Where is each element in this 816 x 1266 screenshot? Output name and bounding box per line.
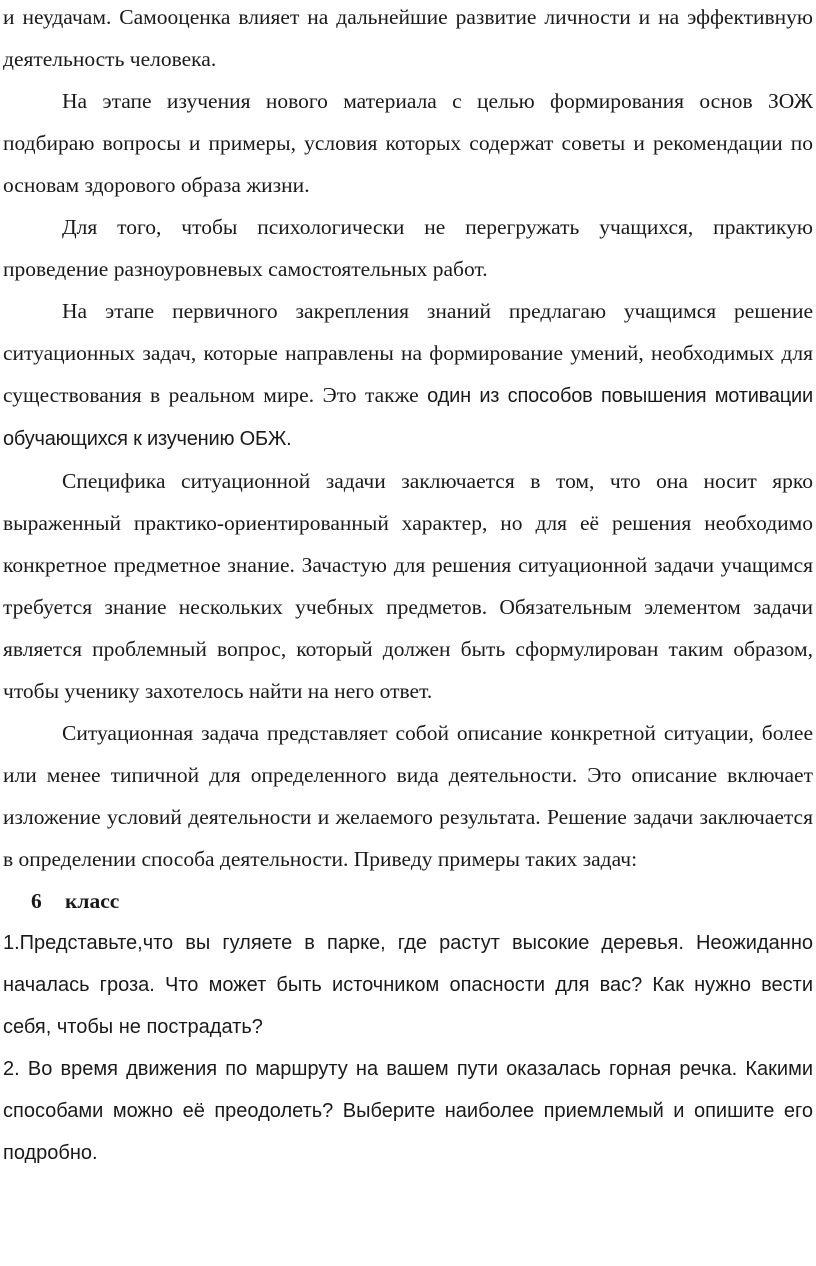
paragraph-task-specifics: Специфика ситуационной задачи заключается в том, что она носит ярко выраженный практико-ориентированный характер, но для её решения необходимо конкретное предметное знание. Зачастую для решения ситуационной задачи учащимся требуется знание нескольких учебных предметов. Обязательным элементом задачи является проблемный вопрос, который должен быть сформулирован таким образом, чтобы ученику захотелось найти на него ответ.: [3, 469, 813, 703]
task-item-1: 1.Представьте,что вы гуляете в парке, где растут высокие деревья. Неожиданно началась гроза. Что может быть источником опасности для вас? Как нужно вести себя, чтобы не пострадать?: [3, 932, 813, 1038]
grade-label: класс: [65, 889, 120, 913]
task-item-2: 2. Во время движения по маршруту на вашем пути оказалась горная речка. Какими способами можно её преодолеть? Выберите наиболее приемлемый и опишите его подробно.: [3, 1058, 813, 1164]
paragraph-multilevel-work: Для того, чтобы психологически не перегружать учащихся, практикую проведение разноуровневых самостоятельных работ.: [3, 215, 813, 281]
paragraph-self-esteem: и неудачам. Самооценка влияет на дальнейшие развитие личности и на эффективную деятельность человека.: [3, 5, 813, 71]
grade-heading: [3, 880, 813, 922]
paragraph-new-material: На этапе изучения нового материала с целью формирования основ ЗОЖ подбираю вопросы и примеры, условия которых содержат советы и рекомендации по основам здорового образа жизни.: [3, 89, 813, 197]
consolidation-text: На этапе первичного закрепления знаний предлагаю учащимся решение ситуационных задач, которые направлены на формирование умений, необходимых для существования в реальном мире. Это также: [3, 299, 813, 407]
paragraph-consolidation: [3, 290, 813, 460]
consolidation-text-motivation: один из способов повышения мотивации обучающихся к изучению ОБЖ.: [3, 385, 814, 450]
document-page: [3, 0, 813, 1174]
paragraph-task-definition: Ситуационная задача представляет собой описание конкретной ситуации, более или менее типичной для определенного вида деятельности. Это описание включает изложение условий деятельности и желаемого результата. Решение задачи заключается в определении способа деятельности. Приведу примеры таких задач:: [3, 721, 813, 871]
grade-number: 6: [31, 889, 42, 913]
